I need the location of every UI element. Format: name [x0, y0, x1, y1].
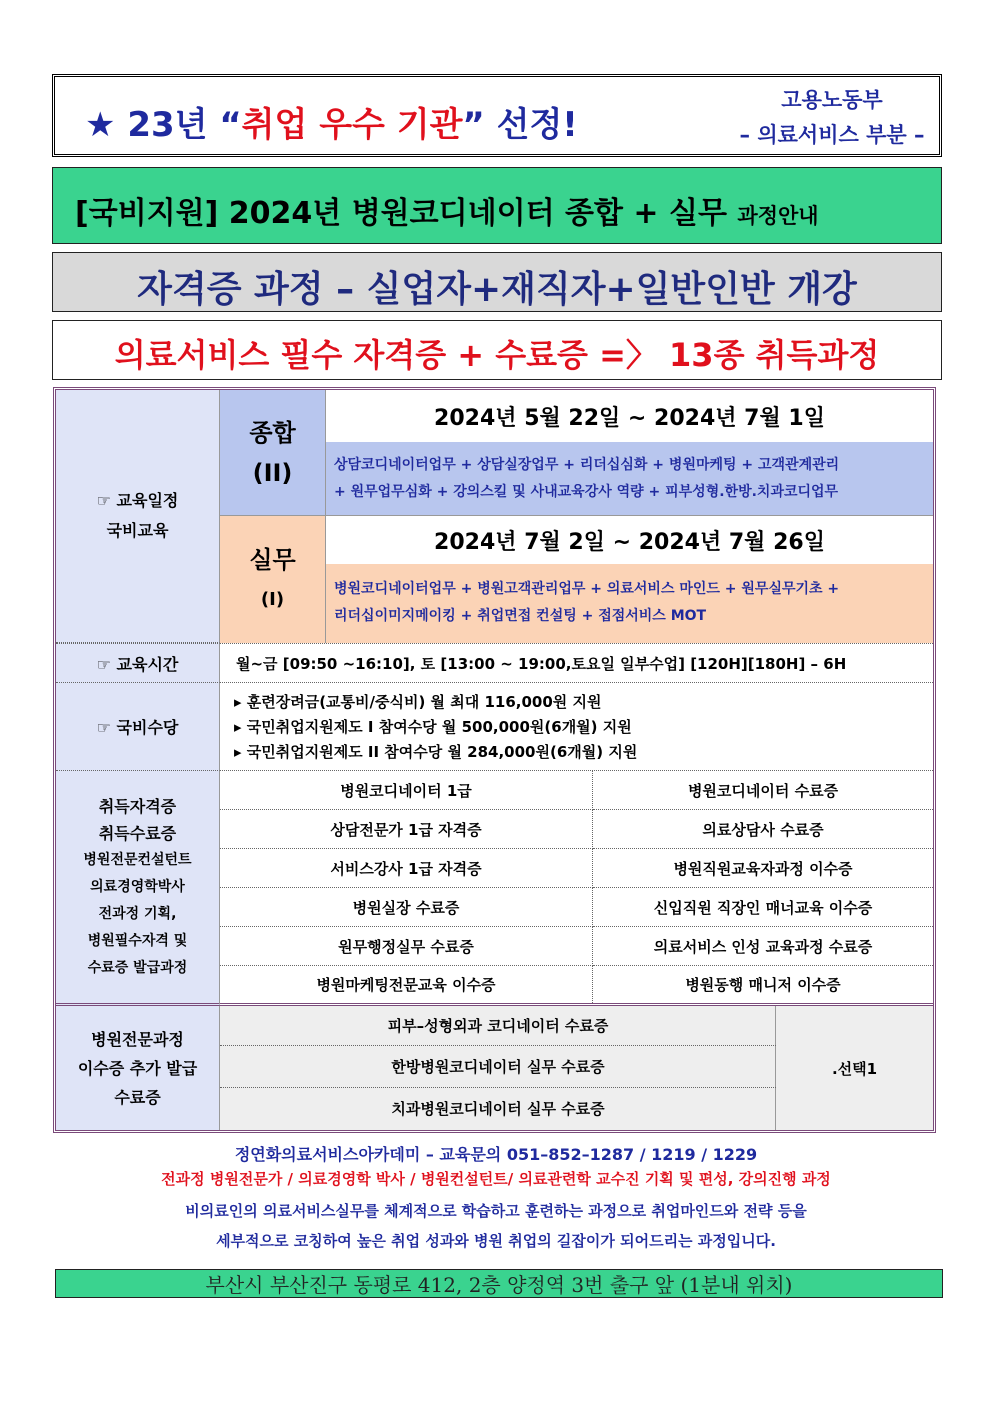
- special-course-item: 치과병원코디네이터 실무 수료증: [391, 1099, 605, 1118]
- certificates-grid: [220, 771, 933, 1006]
- special-course-label: 병원전문과정 이수증 추가 발급 수료증: [56, 1006, 220, 1130]
- special-course-list: [220, 1006, 776, 1130]
- course-subtitle: 자격증 과정 – 실업자+재직자+일반인반 개강: [52, 252, 942, 312]
- schedule-label: ☞ 교육일정 국비교육: [56, 390, 220, 643]
- course-info-table: [53, 387, 936, 1133]
- award-highlight: 취업 우수 기관: [241, 105, 463, 145]
- certificate-cell: 원무행정실무 수료증: [220, 927, 593, 966]
- allowance-label: ☞ 국비수당: [56, 683, 220, 771]
- general-course-topics: 상담코디네이터업무 + 상담실장업무 + 리더십심화 + 병원마케팅 + 고객관계관리 + 원무업무심화 + 강의스킬 및 사내교육강사 역량 + 피부성형.한방.치과코디업무: [326, 442, 933, 516]
- certificate-cell: 병원코디네이터 1급: [220, 771, 593, 810]
- allowance-item: ▸ 국민취업지원제도 II 참여수당 월 284,000원(6개월) 지원: [234, 743, 638, 761]
- contact-info: 정연화의료서비스아카데미 – 교육문의 051–852–1287 / 1219 / 1229: [234, 1145, 758, 1164]
- practice-course-dates: 2024년 7월 2일 ~ 2024년 7월 26일: [434, 529, 825, 555]
- certificate-cell: 병원마케팅전문교육 이수증: [220, 966, 593, 1003]
- certificate-cell: 서비스강사 1급 자격증: [220, 849, 593, 888]
- practice-course-topics: 병원코디네이터업무 + 병원고객관리업무 + 의료서비스 마인드 + 원무실무기초 + 리더십이미지메이킹 + 취업면접 컨설팅 + 접점서비스 MOT: [326, 564, 933, 643]
- allowance-item: ▸ 국민취업지원제도 I 참여수당 월 500,000원(6개월) 지원: [234, 718, 632, 736]
- address-bar: 부산시 부산진구 동평로 412, 2층 양정역 3번 출구 앞 (1분내 위치): [55, 1269, 943, 1298]
- special-course-item: 한방병원코디네이터 실무 수료증: [220, 1046, 776, 1088]
- certificate-cell: 신입직원 직장인 매너교육 이수증: [593, 888, 933, 927]
- award-headline: ★ 23년 “취업 우수 기관” 선정!: [85, 105, 578, 145]
- certificates-label: 취득자격증 취득수료증 병원전문컨설턴트 의료경영학박사 전과정 기획, 병원필수자격 및 수료증 발급과정: [56, 771, 220, 1006]
- special-course-item: 피부–성형외과 코디네이터 수료증: [220, 1006, 776, 1046]
- certificate-cell: 병원동행 매니저 이수증: [685, 976, 841, 994]
- award-banner: [52, 74, 942, 157]
- certificate-cell: 의료상담사 수료증: [593, 810, 933, 849]
- allowance-list: [220, 683, 933, 771]
- practice-course-tag: 실무 (I): [220, 516, 326, 643]
- allowance-item: ▸ 훈련장려금(교통비/중식비) 월 최대 116,000원 지원: [234, 693, 602, 711]
- hours-text: 월~금 [09:50 ~16:10], 토 [13:00 ~ 19:00,토요일 일부수업] [120H][180H] – 6H: [220, 643, 933, 683]
- award-source: [737, 83, 927, 153]
- division-name: – 의료서비스 부분 –: [739, 123, 925, 147]
- general-course-dates: 2024년 5월 22일 ~ 2024년 7월 1일: [434, 405, 825, 431]
- certificate-cell: 상담전문가 1급 자격증: [220, 810, 593, 849]
- choice-note: .선택1: [776, 1006, 933, 1130]
- certificate-cell: 병원실장 수료증: [220, 888, 593, 927]
- certificate-cell: 병원직원교육자과정 이수증: [593, 849, 933, 888]
- certificate-headline: 의료서비스 필수 자격증 + 수료증 =〉 13종 취득과정: [52, 320, 942, 380]
- course-title: [국비지원] 2024년 병원코디네이터 종합 + 실무 과정안내: [52, 167, 942, 244]
- profile-info: 전과정 병원전문가 / 의료경영학 박사 / 병원컨설턴트/ 의료관련학 교수진 기획 및 편성, 강의진행 과정: [161, 1170, 831, 1188]
- certificate-cell: 병원코디네이터 수료증: [593, 771, 933, 810]
- course-description: 비의료인의 의료서비스실무를 체계적으로 학습하고 훈련하는 과정으로 취업마인드와 전략 등을 세부적으로 코칭하여 높은 취업 성과와 병원 취업의 길잡이가 되어드리는 과정입니다.: [185, 1202, 807, 1250]
- ministry-name: 고용노동부: [781, 88, 883, 112]
- star-icon: ★: [85, 105, 116, 145]
- hours-label: ☞ 교육시간: [56, 643, 220, 683]
- general-course-tag: 종합 (II): [220, 390, 326, 516]
- certificate-cell: 의료서비스 인성 교육과정 수료증: [593, 927, 933, 966]
